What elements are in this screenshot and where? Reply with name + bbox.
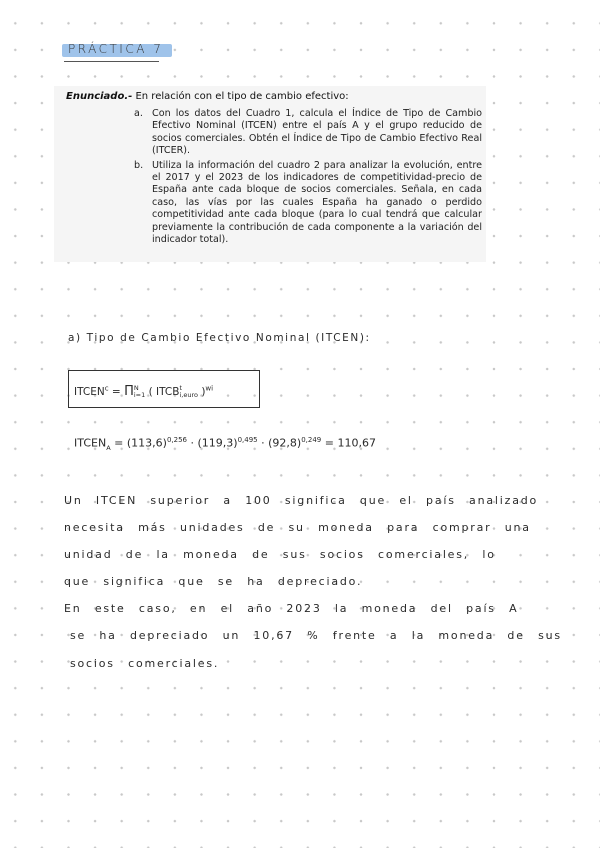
calc-exp-3: 0,249 — [301, 436, 322, 444]
itcen-formula — [74, 384, 213, 399]
section-a-heading: a) Tipo de Cambio Efectivo Nominal (ITCEN): — [68, 332, 371, 344]
calc-result: 110,67 — [337, 436, 376, 450]
paragraph-line: que significa que se ha depreciado. — [64, 575, 363, 588]
enunciado-box — [54, 86, 486, 262]
calc-lhs-sub: A — [106, 443, 111, 452]
enunciado-intro: En relación con el tipo de cambio efectivo: — [135, 91, 349, 102]
formula-arg: ( ITCB — [148, 386, 180, 398]
title-block — [62, 42, 163, 56]
enunciado-item-b — [134, 160, 482, 247]
calc-term-3: (92,8) — [268, 436, 302, 450]
formula-op-sup: N — [133, 384, 139, 392]
enunciado-item-a — [134, 108, 482, 158]
formula-close: ) — [201, 386, 206, 398]
enunciado-label: Enunciado.- — [66, 91, 133, 102]
item-marker: a. — [134, 108, 143, 119]
paragraph-line: socios comerciales. — [70, 657, 220, 670]
calc-dot-2: · — [261, 436, 265, 450]
calc-term-2: (119,3) — [197, 436, 238, 450]
paragraph-line: unidad de la moneda de sus socios comerciales, lo — [64, 548, 496, 561]
page-title: PRÁCTICA 7 — [68, 42, 164, 56]
calc-dot-1: · — [190, 436, 194, 450]
paragraph-line: necesita más unidades de su moneda para comprar una — [64, 521, 531, 534]
calc-exp-1: 0,256 — [166, 436, 187, 444]
calc-term-1: (113,6) — [126, 436, 167, 450]
formula-product: Π — [124, 384, 134, 399]
formula-exp: wi — [205, 384, 214, 393]
calc-exp-2: 0,495 — [237, 436, 258, 444]
calc-eq-2: = — [324, 436, 334, 450]
formula-arg-sup: t — [179, 384, 183, 392]
calc-eq: = — [114, 436, 124, 450]
formula-eq: = — [111, 386, 121, 398]
formula-arg-sub: i,euro — [179, 391, 198, 399]
paragraph-line: Un ITCEN superior a 100 significa que el país analizado — [64, 494, 539, 507]
enunciado-heading — [66, 91, 349, 102]
formula-box — [68, 370, 260, 408]
title-underline — [64, 61, 159, 62]
item-text: Utiliza la información del cuadro 2 para analizar la evolución, entre el 2017 y el 2023 de los indicadores de competitividad-precio de España ante cada bloque de socios comerciales. Señala, en cada caso, las vías por las cuales España ha ganado o perdido competitividad ante cada bloque (para lo cual tendrá que calcular previamente la contribución de cada componente a la variación del indicador total). — [152, 159, 482, 246]
paragraph-line: En este caso, en el año 2023 la moneda del país A — [64, 602, 519, 615]
formula-op-sub: i=1 — [133, 391, 146, 399]
paragraph-line: se ha depreciado un 10,67 % frente a la moneda de sus — [70, 629, 562, 642]
formula-lhs-sup: c — [104, 384, 109, 393]
enunciado-list — [134, 108, 482, 248]
formula-lhs: ITCEN — [74, 386, 105, 398]
calc-lhs: ITCEN — [74, 436, 107, 450]
itcen-calculation — [74, 436, 376, 452]
item-marker: b. — [134, 159, 144, 171]
item-text: Con los datos del Cuadro 1, calcula el Índice de Tipo de Cambio Efectivo Nominal (ITCEN) entre el país A y el grupo reducido de socios comerciales. Obtén el Índice de Tipo de Cambio Efectivo Real (ITCER). — [152, 108, 482, 157]
